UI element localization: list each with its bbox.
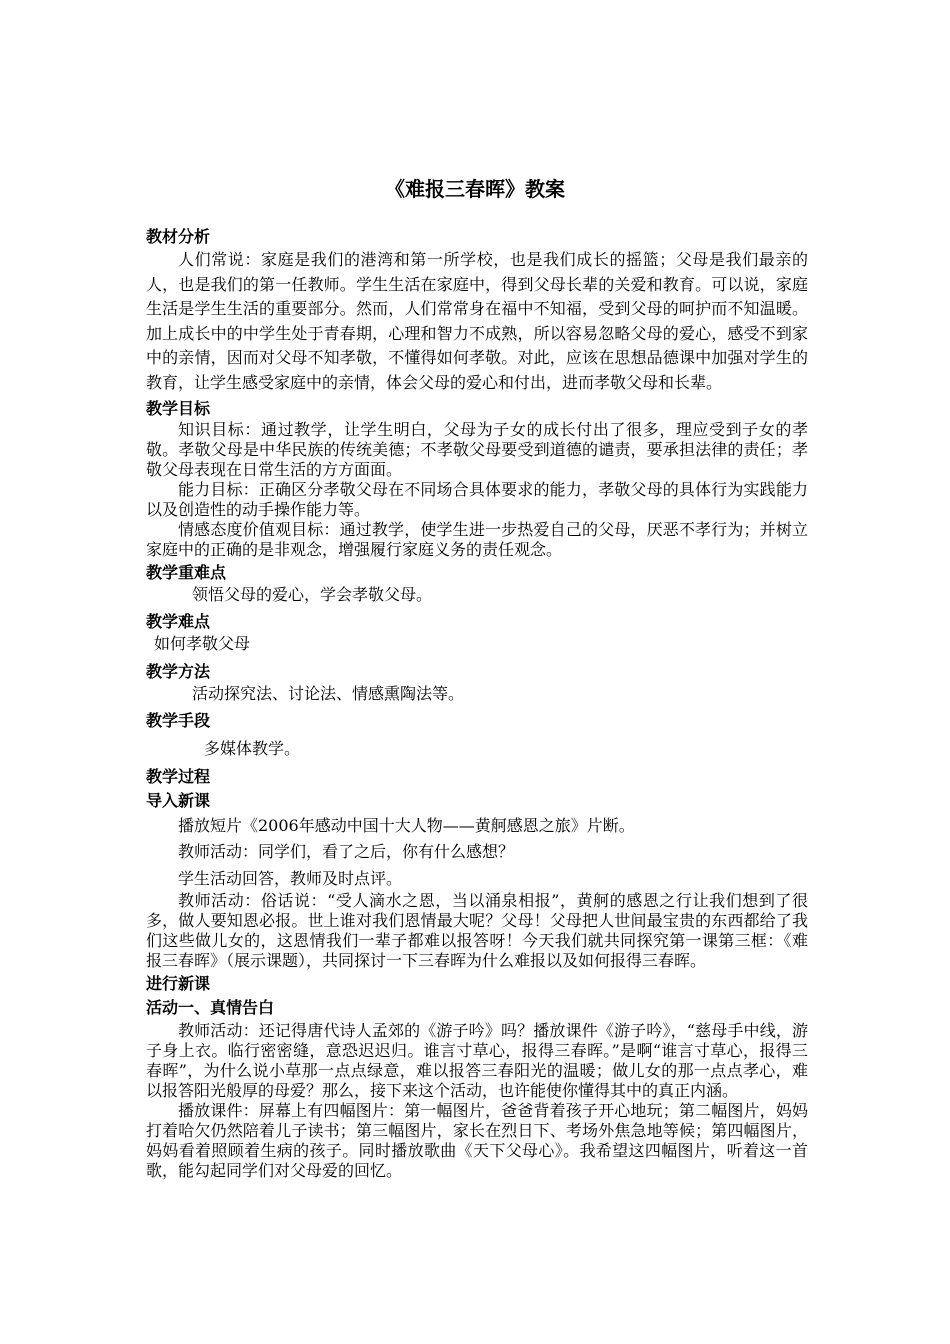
section-heading-material-analysis: 教材分析: [146, 227, 211, 246]
intro-paragraph-4: 教师活动：俗话说：“受人滴水之恩，当以涌泉相报”，黄舸的感恩之行让我们想到了很多，做人要知恩必报。世上谁对我们恩情最大呢？父母！父母把人世间最宝贵的东西都给了我们这些做儿女的，这恩情我们一辈子都难以报答呀！今天我们就共同探究第一课第三框：《难报三春晖》（展示课题），共同探讨一下三春晖为什么难报以及如何报得三春晖。: [146, 891, 808, 971]
activity-paragraph-2: 播放课件：屏幕上有四幅图片：第一幅图片，爸爸背着孩子开心地玩；第二幅图片，妈妈打着哈欠仍然陪着儿子读书；第三幅图片，家长在烈日下、考场外焦急地等候；第四幅图片，妈妈看着照顾着生病的孩子。同时播放歌曲《天下父母心》。我希望这四幅图片，听着这一首歌，能勾起同学们对父母爱的回忆。: [146, 1101, 808, 1181]
document-title: 《难报三春晖》教案: [385, 177, 565, 201]
methods-text: 活动探究法、讨论法、情感熏陶法等。: [192, 683, 465, 703]
subsection-heading-intro: 导入新课: [146, 790, 211, 810]
intro-paragraph-2: 教师活动：同学们，看了之后，你有什么感想？: [178, 842, 515, 862]
activity-paragraph-1: 教师活动：还记得唐代诗人孟郊的《游子吟》吗？播放课件《游子吟》，“慈母手中线，游子身上衣。临行密密缝，意恐迟迟归。谁言寸草心，报得三春晖。”是啊“谁言寸草心，报得三春晖”，为什么说小草那一点点绿意，难以报答三春阳光的温暖；做儿女的那一点点孝心，难以报答阳光般厚的母爱？那么，接下来这个活动，也许能使你懂得其中的真正内涵。: [146, 1021, 808, 1101]
section-heading-key-points: 教学重难点: [146, 562, 227, 582]
intro-paragraph-3: 学生活动回答，教师及时点评。: [178, 868, 403, 888]
section-heading-difficulty: 教学难点: [146, 612, 211, 632]
difficulty-text: 如何孝敬父母: [154, 634, 251, 654]
section-heading-teaching-goals: 教学目标: [146, 398, 211, 418]
knowledge-goal-paragraph: 知识目标：通过教学，让学生明白，父母为子女的成长付出了很多，理应受到子女的孝敬。孝敬父母是中华民族的传统美德；不孝敬父母要受到道德的谴责，要承担法律的责任；孝敬父母表现在日常生活的方方面面。: [146, 419, 808, 479]
section-heading-means: 教学手段: [146, 711, 211, 731]
intro-paragraph-1: 播放短片《2006年感动中国十大人物——黄舸感恩之旅》片断。: [178, 815, 635, 835]
section-heading-methods: 教学方法: [146, 661, 211, 681]
subsection-heading-new-lesson: 进行新课: [146, 974, 211, 994]
activity-heading: 活动一、真情告白: [146, 998, 275, 1018]
document-body: [146, 226, 808, 1181]
material-analysis-paragraph: 人们常说：家庭是我们的港湾和第一所学校，也是我们成长的摇篮；父母是我们最亲的人，也是我们的第一任教师。学生生活在家庭中，得到父母长辈的关爱和教育。可以说，家庭生活是学生生活的重要部分。然而，人们常常身在福中不知福，受到父母的呵护而不知温暖。加上成长中的中学生处于青春期，心理和智力不成熟，所以容易忽略父母的爱心，感受不到家中的亲情，因而对父母不知孝敬，不懂得如何孝敬。对此，应该在思想品德课中加强对学生的教育，让学生感受家庭中的亲情，体会父母的爱心和付出，进而孝敬父母和长辈。: [146, 250, 808, 392]
emotion-goal-paragraph: 情感态度价值观目标：通过教学，使学生进一步热爱自己的父母，厌恶不孝行为；并树立家庭中的正确的是非观念，增强履行家庭义务的责任观念。: [146, 519, 808, 559]
section-heading-process: 教学过程: [146, 766, 211, 786]
key-points-text: 领悟父母的爱心，学会孝敬父母。: [192, 584, 433, 604]
means-text: 多媒体教学。: [204, 739, 301, 759]
ability-goal-paragraph: 能力目标：正确区分孝敬父母在不同场合具体要求的能力，孝敬父母的具体行为实践能力以及创造性的动手操作能力等。: [146, 479, 808, 519]
